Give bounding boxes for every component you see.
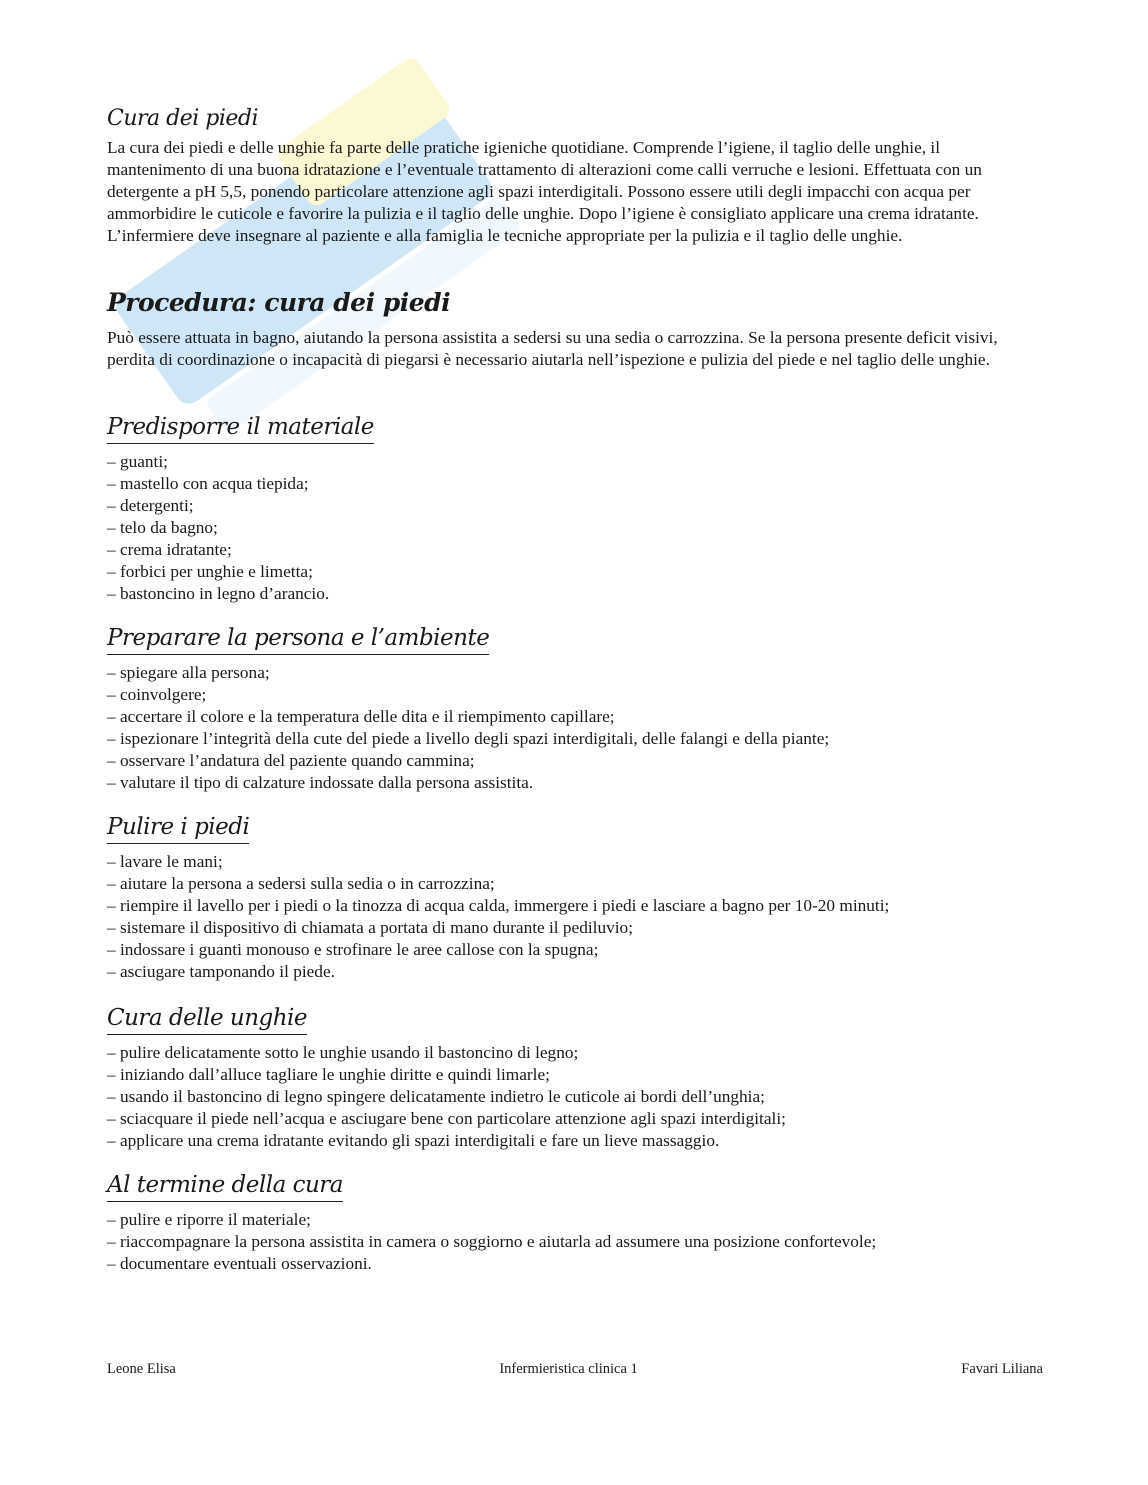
intro-heading: Cura dei piedi xyxy=(107,106,259,131)
list-item: – bastoncino in legno d’arancio. xyxy=(107,584,330,603)
list-item: – applicare una crema idratante evitando gli spazi interdigitali e fare un lieve massaggio. xyxy=(107,1131,720,1150)
list-item: – crema idratante; xyxy=(107,540,232,559)
procedure-paragraph: Può essere attuata in bagno, aiutando la persona assistita a sedersi su una sedia o carrozzina. Se la persona presente deficit visivi, perdita di coordinazione o incapacità di piegarsi è necessario aiutarla nell’ispezione e pulizia del piede e nel taglio delle unghie. xyxy=(107,328,998,369)
list-item: – spiegare alla persona; xyxy=(107,663,270,682)
list-item: – guanti; xyxy=(107,452,168,471)
list-item: – sistemare il dispositivo di chiamata a portata di mano durante il pediluvio; xyxy=(107,918,633,937)
list-termine xyxy=(107,1209,876,1275)
list-item: – sciacquare il piede nell’acqua e asciugare bene con particolare attenzione agli spazi interdigitali; xyxy=(107,1109,786,1128)
list-item: – osservare l’andatura del paziente quando cammina; xyxy=(107,751,475,770)
list-pulire xyxy=(107,851,889,983)
list-item: – aiutare la persona a sedersi sulla sedia o in carrozzina; xyxy=(107,874,495,893)
list-item: – iniziando dall’alluce tagliare le unghie diritte e quindi limarle; xyxy=(107,1065,550,1084)
list-item: – riempire il lavello per i piedi o la tinozza di acqua calda, immergere i piedi e lasciare a bagno per 10-20 minuti; xyxy=(107,896,890,915)
section-title-unghie: Cura delle unghie xyxy=(107,1003,307,1035)
section-title-termine: Al termine della cura xyxy=(107,1170,343,1202)
list-item: – usando il bastoncino di legno spingere delicatamente indietro le cuticole ai bordi dell’unghia; xyxy=(107,1087,765,1106)
list-item: – mastello con acqua tiepida; xyxy=(107,474,309,493)
list-item: – indossare i guanti monouso e strofinare le aree callose con la spugna; xyxy=(107,940,599,959)
list-materiale xyxy=(107,451,329,605)
list-item: – accertare il colore e la temperatura delle dita e il riempimento capillare; xyxy=(107,707,615,726)
list-item: – pulire delicatamente sotto le unghie usando il bastoncino di legno; xyxy=(107,1043,579,1062)
list-item: – detergenti; xyxy=(107,496,194,515)
list-unghie xyxy=(107,1042,786,1152)
list-item: – telo da bagno; xyxy=(107,518,218,537)
section-title-pulire: Pulire i piedi xyxy=(107,812,249,844)
list-item: – riaccompagnare la persona assistita in camera o soggiorno e aiutarla ad assumere una posizione confortevole; xyxy=(107,1232,877,1251)
list-item: – ispezionare l’integrità della cute del piede a livello degli spazi interdigitali, delle falangi e della piante; xyxy=(107,729,830,748)
list-preparare xyxy=(107,662,829,794)
list-item: – asciugare tamponando il piede. xyxy=(107,962,335,981)
footer-teacher: Favari Liliana xyxy=(961,1361,1043,1377)
list-item: – coinvolgere; xyxy=(107,685,207,704)
section-title-materiale: Predisporre il materiale xyxy=(107,412,374,444)
list-item: – documentare eventuali osservazioni. xyxy=(107,1254,372,1273)
list-item: – valutare il tipo di calzature indossate dalla persona assistita. xyxy=(107,773,534,792)
page-footer xyxy=(107,1361,1043,1378)
list-item: – pulire e riporre il materiale; xyxy=(107,1210,311,1229)
footer-author: Leone Elisa xyxy=(107,1361,176,1377)
list-item: – lavare le mani; xyxy=(107,852,223,871)
procedure-title: Procedura: cura dei piedi xyxy=(107,288,451,317)
list-item: – forbici per unghie e limetta; xyxy=(107,562,313,581)
footer-course: Infermieristica clinica 1 xyxy=(499,1361,638,1377)
intro-paragraph: La cura dei piedi e delle unghie fa parte delle pratiche igieniche quotidiane. Comprende l’igiene, il taglio delle unghie, il mantenimento di una buona idratazione e l’eventuale trattamento di alterazioni come calli verruche e lesioni. Effettuata con un detergente a pH 5,5, ponendo particolare attenzione agli spazi interdigitali. Possono essere utili degli impacchi con acqua per ammorbidire le cuticole e favorire la pulizia e il taglio delle unghie. Dopo l’igiene è consigliato applicare una crema idratante. L’infermiere deve insegnare al paziente e alla famiglia le tecniche appropriate per la pulizia e il taglio delle unghie. xyxy=(107,138,982,245)
section-title-preparare: Preparare la persona e l’ambiente xyxy=(107,623,489,655)
